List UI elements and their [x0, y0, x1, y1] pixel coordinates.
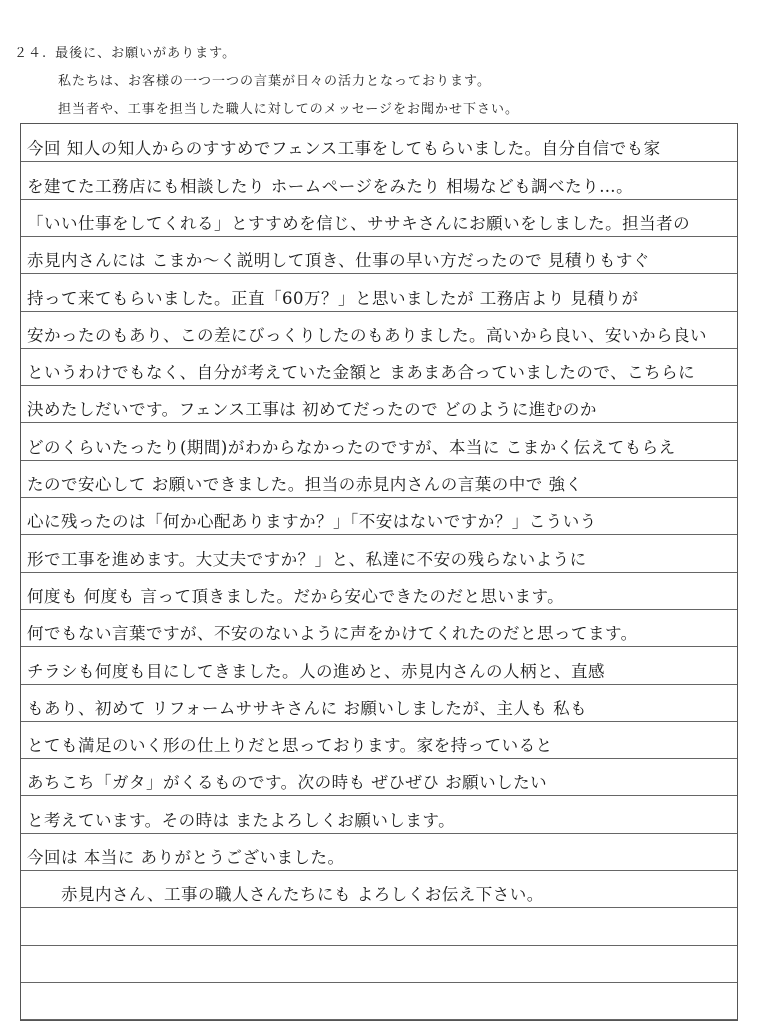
answer-line: 何度も 何度も 言って頂きました。だから安心できたのだと思います。	[27, 586, 565, 606]
ruled-line	[21, 385, 737, 386]
ruled-line	[21, 460, 737, 461]
ruled-line	[21, 422, 737, 423]
ruled-line	[21, 907, 737, 908]
ruled-line	[21, 758, 737, 759]
answer-line: 赤見内さん、工事の職人さんたちにも よろしくお伝え下さい。	[27, 885, 544, 905]
ruled-line	[21, 348, 737, 349]
ruled-line	[21, 497, 737, 498]
answer-line: 安かったのもあり、この差にびっくりしたのもありました。高いから良い、安いから良い	[27, 325, 707, 345]
ruled-line	[21, 572, 737, 573]
answer-line: たので安心して お願いできました。担当の赤見内さんの言葉の中で 強く	[27, 475, 583, 494]
answer-line: どのくらいたったり(期間)がわからなかったのですが、本当に こまかく伝えてもらえ	[27, 437, 676, 457]
ruled-line	[21, 534, 737, 535]
answer-line: 心に残ったのは「何か心配ありますか？」「不安はないですか？」こういう	[27, 512, 597, 532]
answer-line: というわけでもなく、自分が考えていた金額と まあまあ合っていましたので、こちらに	[27, 363, 696, 383]
answer-line: 「いい仕事をしてくれる」とすすめを信じ、ササキさんにお願いをしました。担当者の	[27, 213, 691, 233]
ruled-line	[21, 236, 737, 237]
ruled-line	[21, 646, 737, 647]
question-intro-line: 私たちは、お客様の一つ一つの言葉が日々の活力となっております。	[58, 74, 491, 89]
ruled-line	[21, 945, 737, 946]
answer-line: 持って来てもらいました。正直「60万？」と思いましたが 工務店より 見積りが	[27, 288, 639, 308]
answer-line: 赤見内さんには こまか～く説明して頂き、仕事の早い方だったので 見積りもすぐ	[27, 251, 650, 271]
ruled-line	[21, 795, 737, 796]
ruled-line	[21, 161, 737, 162]
question-number: ２４.	[14, 46, 48, 61]
question-title	[14, 42, 236, 61]
answer-line: 何でもない言葉ですが、不安のないように声をかけてくれたのだと思ってます。	[27, 624, 638, 644]
ruled-line	[21, 721, 737, 722]
answer-line: 今回 知人の知人からのすすめでフェンス工事をしてもらいました。自分自信でも家	[27, 139, 661, 159]
answer-line: と考えています。その時は またよろしくお願いします。	[27, 810, 456, 830]
answer-line: 今回は 本当に ありがとうございました。	[27, 848, 345, 867]
ruled-line	[21, 833, 737, 834]
ruled-line	[21, 273, 737, 274]
answer-line: とても満足のいく形の仕上りだと思っております。家を持っていると	[27, 736, 553, 756]
handwritten-answer-box	[20, 123, 738, 1021]
ruled-line	[21, 684, 737, 685]
ruled-line	[21, 982, 737, 983]
answer-line: を建てた工務店にも相談したり ホームページをみたり 相場なども調べたり…。	[27, 176, 634, 196]
question-title-text: 最後に、お願いがあります。	[55, 46, 237, 61]
question-prompt-line: 担当者や、工事を担当した職人に対してのメッセージをお聞かせ下さい。	[58, 102, 519, 117]
answer-line: 決めたしだいです。フェンス工事は 初めてだったので どのように進むのか	[27, 400, 597, 420]
ruled-line	[21, 870, 737, 871]
answer-line: 形で工事を進めます。大丈夫ですか？」と、私達に不安の残らないように	[27, 549, 587, 569]
ruled-line	[21, 199, 737, 200]
ruled-line	[21, 311, 737, 312]
answer-line: あちこち「ガタ」がくるものです。次の時も ぜひぜひ お願いしたい	[27, 773, 548, 793]
ruled-line	[21, 609, 737, 610]
ruled-line	[21, 1019, 737, 1020]
answer-line: もあり、初めて リフォームササキさんに お願いしましたが、主人も 私も	[27, 698, 588, 718]
answer-line: チラシも何度も目にしてきました。人の進めと、赤見内さんの人柄と、直感	[27, 661, 605, 681]
question-header	[0, 0, 768, 125]
